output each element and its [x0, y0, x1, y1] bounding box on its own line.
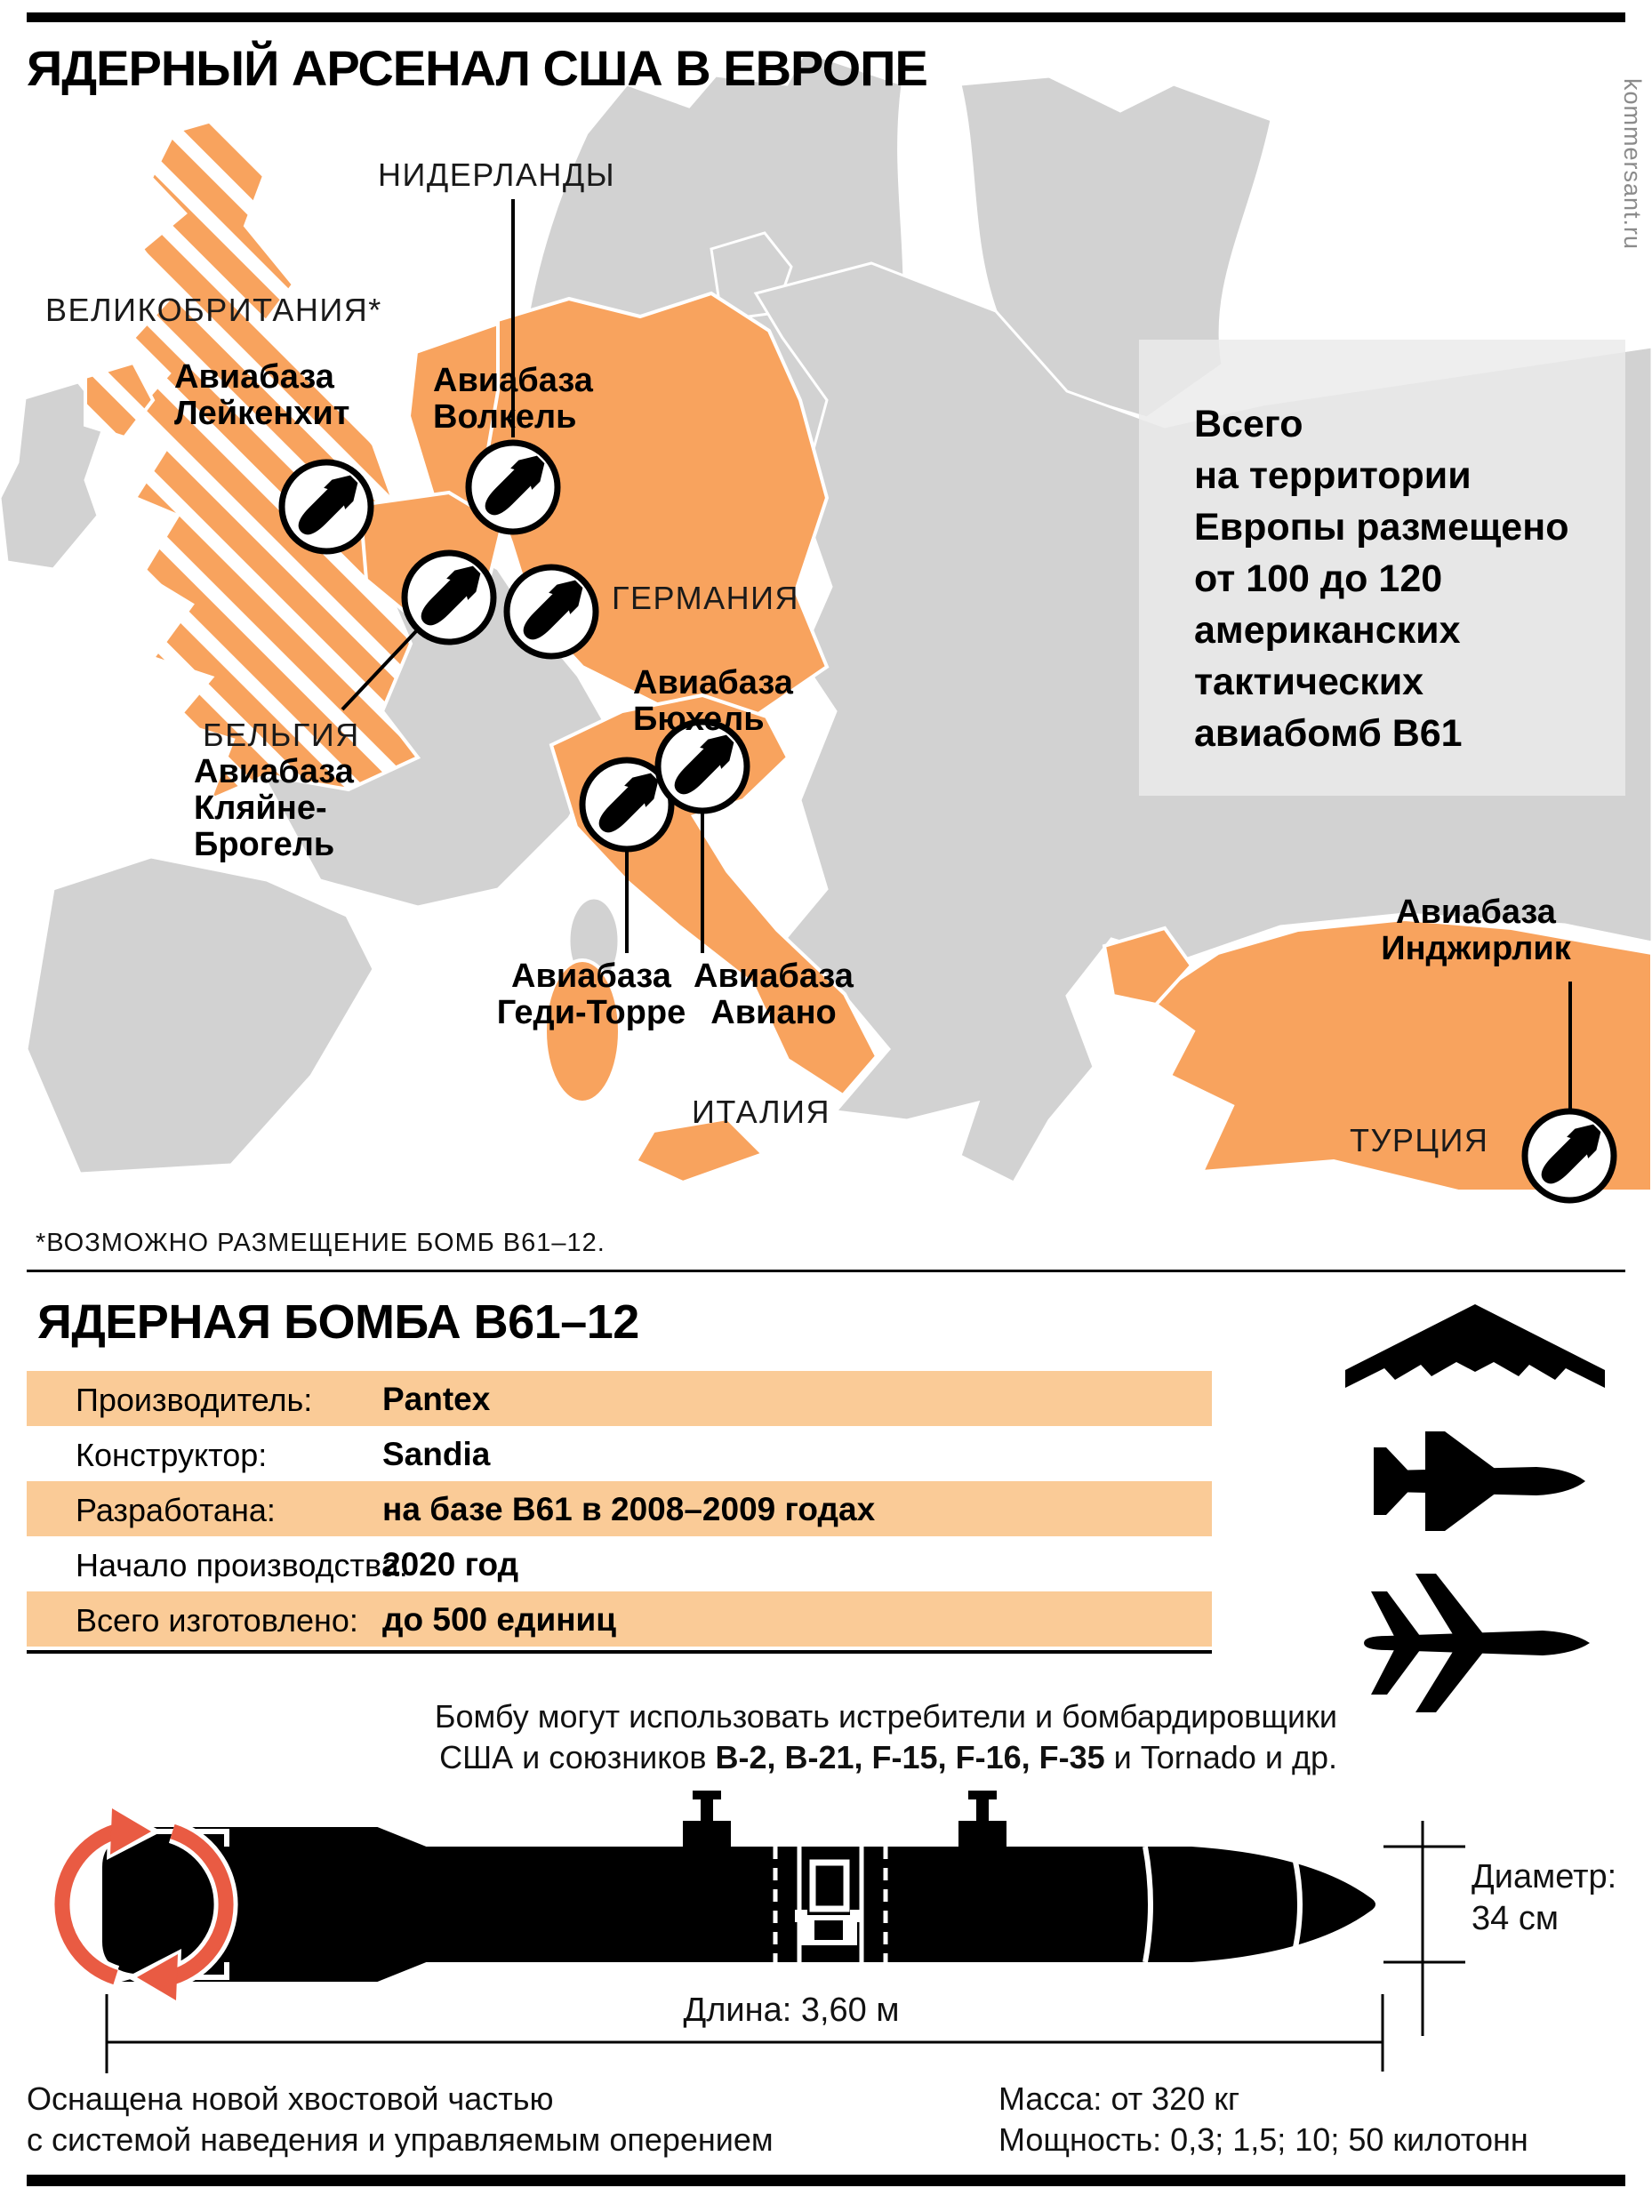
- airbase-label-line: Кляйне-: [194, 789, 327, 827]
- mid-bracket-inner: [814, 1920, 843, 1940]
- top-rule: [27, 12, 1625, 22]
- table-row-value: до 500 единиц: [382, 1601, 617, 1638]
- carriers-note: [356, 1696, 1337, 1778]
- table-row-label: Начало производства:: [76, 1547, 408, 1583]
- airbase-label-line: Геди-Торре: [496, 994, 686, 1031]
- table-row-label: Разработана:: [76, 1492, 276, 1528]
- map-footnote: *ВОЗМОЖНО РАЗМЕЩЕНИЕ БОМБ B61–12.: [36, 1229, 605, 1257]
- diameter-dimension-label-1: Диаметр:: [1472, 1858, 1617, 1895]
- table-row: [27, 1371, 1212, 1426]
- info-box-line: американских: [1194, 609, 1461, 652]
- diameter-dimension-label-2: 34 см: [1472, 1900, 1559, 1937]
- airbase-label-line: Бюхель: [633, 701, 765, 738]
- airbase-label-line: Авиабаза: [1396, 894, 1556, 931]
- page-title: ЯДЕРНЫЙ АРСЕНАЛ США В ЕВРОПЕ: [27, 40, 927, 96]
- country-label-nl: НИДЕРЛАНДЫ: [378, 156, 616, 193]
- carriers-note-models: B-2, B-21, F-15, F-16, F-35: [715, 1739, 1105, 1775]
- info-box-line: тактических: [1194, 661, 1424, 703]
- airbase-label-line: Авиабаза: [694, 958, 854, 995]
- bomb-marker-lakenheath: [282, 462, 371, 551]
- table-row-label: Конструктор:: [76, 1437, 268, 1473]
- mid-bracket-ear-right: [850, 1910, 862, 1922]
- airbase-label-line: Авиабаза: [511, 958, 671, 995]
- country-label-uk: ВЕЛИКОБРИТАНИЯ*: [45, 292, 382, 328]
- table-row-value: 2020 год: [382, 1546, 519, 1583]
- info-box-line: от 100 до 120: [1194, 557, 1443, 600]
- bomb-body: [213, 1847, 1134, 1962]
- info-box-line: авиабомб B61: [1194, 712, 1463, 755]
- airbase-label-line: Волкель: [433, 398, 577, 436]
- table-row-value: Sandia: [382, 1436, 491, 1472]
- tail-note: [27, 2079, 774, 2160]
- bottom-rule: [27, 2175, 1625, 2186]
- mounting-lug-front: [683, 1791, 731, 1849]
- bomb-marker-kleine-brogel: [405, 553, 493, 642]
- airbase-label-aviano: [685, 958, 862, 1031]
- totals-info-box: [1139, 340, 1625, 796]
- length-dimension-label: Длина: 3,60 м: [683, 1992, 900, 2029]
- country-uk: [130, 117, 418, 800]
- airbase-label-line: Брогель: [194, 826, 335, 863]
- yield-note-line: Мощность: 0,3; 1,5; 10; 50 килотонн: [998, 2121, 1528, 2158]
- f16-fighter-icon: [1374, 1431, 1585, 1531]
- table-row-label: Всего изготовлено:: [76, 1602, 358, 1639]
- airbase-label-ghedi: [467, 958, 716, 1031]
- carriers-note-prefix: США и союзников: [439, 1739, 716, 1775]
- country-label-tr: ТУРЦИЯ: [1350, 1122, 1489, 1158]
- mass-note-line: Масса: от 320 кг: [998, 2080, 1240, 2117]
- watermark-kommersant: kommersant.ru: [1619, 78, 1646, 251]
- country-label-it: ИТАЛИЯ: [692, 1094, 830, 1130]
- airbase-label-volkel: [433, 363, 593, 436]
- airbase-label-line: Авиабаза: [633, 664, 793, 701]
- airbase-label-line: Авиано: [710, 994, 837, 1031]
- mounting-lug-rear: [958, 1791, 1006, 1849]
- bomb-marker-incirlik: [1525, 1111, 1614, 1200]
- airbase-label-lakenheath: [174, 359, 349, 432]
- bomb-marker-volkel: [469, 443, 557, 532]
- b2-bomber-icon: [1345, 1304, 1605, 1388]
- b61-bomb-diagram: [62, 1791, 1465, 2073]
- tail-note-line: Оснащена новой хвостовой частью: [27, 2080, 554, 2117]
- carriers-note-suffix: и Tornado и др.: [1104, 1739, 1337, 1775]
- airbase-label-kleine-brogel: [194, 754, 354, 863]
- table-row-value: Pantex: [382, 1381, 491, 1417]
- tornado-jet-icon: [1364, 1574, 1590, 1712]
- tail-note-line: с системой наведения и управляемым оперением: [27, 2121, 774, 2158]
- table-row: [27, 1481, 1212, 1536]
- country-label-be: БЕЛЬГИЯ: [203, 717, 360, 753]
- bomb-nose: [1134, 1847, 1375, 1962]
- carriers-note-line1: Бомбу могут использовать истребители и бомбардировщики: [434, 1698, 1337, 1735]
- airbase-label-line: Лейкенхит: [174, 395, 350, 432]
- bomb-section-title: ЯДЕРНАЯ БОМБА B61–12: [37, 1295, 639, 1349]
- table-bottom-rule: [27, 1650, 1212, 1654]
- airbase-label-buechel: [633, 665, 793, 738]
- land-iberia: [27, 857, 373, 1174]
- aircraft-silhouettes: [1345, 1304, 1605, 1712]
- info-box-line: Всего: [1194, 403, 1303, 445]
- mass-yield-note: [998, 2079, 1528, 2160]
- mid-bracket-ear-left: [795, 1910, 807, 1922]
- section-divider: [27, 1270, 1625, 1272]
- airbase-label-line: Авиабаза: [174, 358, 334, 396]
- table-row: [27, 1536, 1212, 1591]
- mid-window: [813, 1863, 846, 1909]
- airbase-label-incirlik: [1334, 894, 1618, 967]
- table-row: [27, 1426, 1212, 1481]
- table-row-value: на базе B61 в 2008–2009 годах: [382, 1491, 876, 1527]
- country-label-de: ГЕРМАНИЯ: [612, 580, 799, 616]
- info-box-line: Европы размещено: [1194, 506, 1569, 549]
- airbase-label-line: Инджирлик: [1381, 930, 1571, 967]
- carriers-note-line2: [356, 1737, 1337, 1778]
- info-box-line: на территории: [1194, 454, 1472, 497]
- airbase-label-line: Авиабаза: [433, 362, 593, 399]
- airbase-label-line: Авиабаза: [194, 753, 354, 790]
- bomb-marker-buechel: [507, 567, 596, 656]
- table-row-label: Производитель:: [76, 1382, 313, 1418]
- table-row: [27, 1591, 1212, 1647]
